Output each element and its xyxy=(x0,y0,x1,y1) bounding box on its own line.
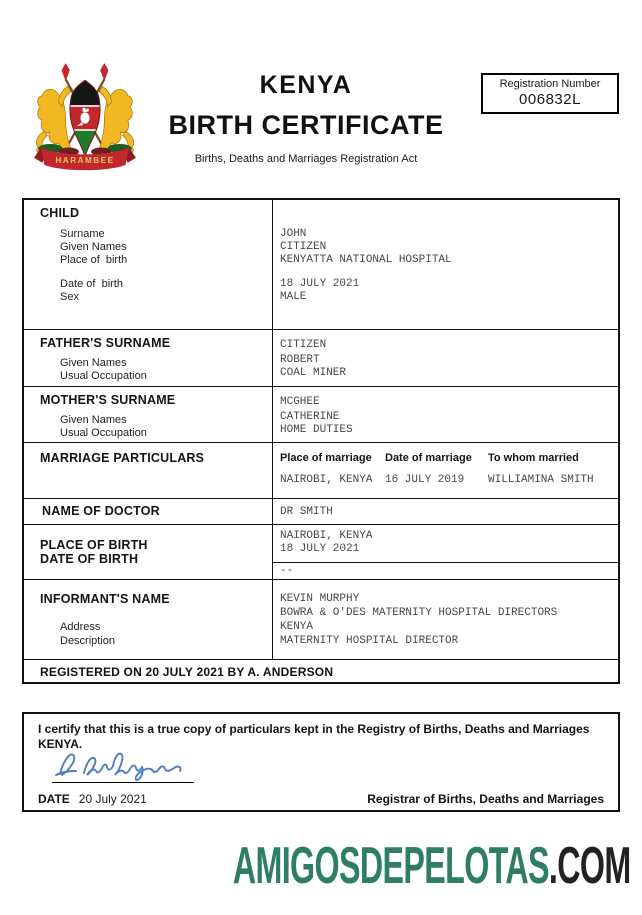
father-values-cell xyxy=(273,330,618,386)
harambee-motto: HARAMBEE xyxy=(55,155,115,165)
marriage-labels-cell xyxy=(24,443,273,498)
date-value: 20 July 2021 xyxy=(78,792,147,806)
father-labels-cell xyxy=(24,330,273,386)
birth-extra-value: -- xyxy=(280,565,294,577)
date-of-marriage-value: 16 JULY 2019 xyxy=(385,474,465,486)
informant-values-cell xyxy=(273,580,618,659)
country-title: KENYA xyxy=(259,71,353,99)
informant-address-value: KENYA xyxy=(280,621,314,633)
child-surname-value: JOHN xyxy=(280,228,307,240)
doctor-section-heading: NAME OF DOCTOR xyxy=(42,504,160,518)
doctor-label-cell xyxy=(24,499,273,524)
informant-labels-cell xyxy=(24,580,273,659)
registered-statement: REGISTERED ON 20 JULY 2021 BY A. ANDERSON xyxy=(40,665,334,679)
certification-statement-line1: I certify that this is a true copy of particulars kept in the Registry of Births, Deaths and Marriages xyxy=(38,722,590,736)
child-section-heading: CHILD xyxy=(40,206,80,220)
child-date-of-birth-value: 18 JULY 2021 xyxy=(280,278,360,290)
marriage-values-cell xyxy=(273,443,618,498)
child-date-of-birth-label: Date of birth xyxy=(60,278,123,290)
certification-box xyxy=(22,712,620,812)
doctor-name-value: DR SMITH xyxy=(280,506,333,518)
child-place-of-birth-value: KENYATTA NATIONAL HOSPITAL xyxy=(280,254,452,266)
informant-section-heading: INFORMANT'S NAME xyxy=(40,592,170,606)
informant-name-value: KEVIN MURPHY xyxy=(280,593,360,605)
particulars-table xyxy=(22,198,620,684)
child-labels-cell xyxy=(24,200,273,329)
site-tld: .COM xyxy=(549,837,631,895)
father-given-names-label: Given Names xyxy=(60,357,127,369)
child-surname-label: Surname xyxy=(60,228,105,240)
date-of-marriage-label: Date of marriage xyxy=(385,452,472,464)
mother-surname-value: MCGHEE xyxy=(280,396,320,408)
place-of-marriage-label: Place of marriage xyxy=(280,452,372,464)
signature-line xyxy=(52,782,194,783)
father-surname-value: CITIZEN xyxy=(280,339,327,351)
father-section-row xyxy=(24,329,618,386)
birth-place-date-labels-cell xyxy=(24,525,273,579)
title-block xyxy=(148,72,464,165)
father-occupation-label: Usual Occupation xyxy=(60,370,147,382)
father-section-heading: FATHER'S SURNAME xyxy=(40,336,171,350)
informant-address-label: Address xyxy=(60,621,101,633)
site-watermark xyxy=(233,837,631,895)
registration-number-label: Registration Number xyxy=(499,78,601,90)
doctor-section-row xyxy=(24,498,618,524)
informant-organisation-value: BOWRA & O'DES MATERNITY HOSPITAL DIRECTORS xyxy=(280,607,558,619)
child-given-names-value: CITIZEN xyxy=(280,241,327,253)
mother-given-names-label: Given Names xyxy=(60,414,127,426)
mother-section-heading: MOTHER'S SURNAME xyxy=(40,393,176,407)
birth-place-date-row xyxy=(24,524,618,579)
mother-labels-cell xyxy=(24,387,273,442)
registrar-signature xyxy=(54,747,214,785)
marriage-section-row xyxy=(24,442,618,498)
to-whom-married-value: WILLIAMINA SMITH xyxy=(488,474,594,486)
mother-section-row xyxy=(24,386,618,442)
child-place-of-birth-label: Place of birth xyxy=(60,254,128,266)
date-of-birth-heading: DATE OF BIRTH xyxy=(40,552,139,566)
birth-place-value: NAIROBI, KENYA xyxy=(280,530,373,542)
child-sex-label: Sex xyxy=(60,291,79,303)
registration-number-value: 006832L xyxy=(519,91,581,108)
informant-description-value: MATERNITY HOSPITAL DIRECTOR xyxy=(280,635,459,647)
registrar-title: Registrar of Births, Deaths and Marriages xyxy=(367,792,604,806)
certificate-title: BIRTH CERTIFICATE xyxy=(168,110,444,140)
father-given-names-value: ROBERT xyxy=(280,354,320,366)
doctor-value-cell xyxy=(273,499,618,524)
registered-row xyxy=(24,659,618,682)
child-given-names-label: Given Names xyxy=(60,241,127,253)
kenya-coat-of-arms xyxy=(28,62,142,174)
marriage-section-heading: MARRIAGE PARTICULARS xyxy=(40,451,205,465)
birth-place-date-values-cell xyxy=(273,525,618,579)
certification-date xyxy=(38,790,147,808)
birth-date-value: 18 JULY 2021 xyxy=(280,543,360,555)
act-subtitle: Births, Deaths and Marriages Registration Act xyxy=(194,153,418,165)
mother-values-cell xyxy=(273,387,618,442)
registration-number-box xyxy=(481,73,619,114)
child-section-row xyxy=(24,200,618,329)
informant-section-row xyxy=(24,579,618,659)
to-whom-married-label: To whom married xyxy=(488,452,579,464)
child-sex-value: MALE xyxy=(280,291,307,303)
site-name: AMIGOSDEPELOTAS xyxy=(233,837,550,895)
place-of-birth-heading: PLACE OF BIRTH xyxy=(40,538,148,552)
certification-statement-line2: KENYA. xyxy=(38,737,83,751)
father-occupation-value: COAL MINER xyxy=(280,367,347,379)
mother-given-names-value: CATHERINE xyxy=(280,411,340,423)
mother-occupation-label: Usual Occupation xyxy=(60,427,147,439)
informant-description-label: Description xyxy=(60,635,116,647)
place-of-marriage-value: NAIROBI, KENYA xyxy=(280,474,373,486)
mother-occupation-value: HOME DUTIES xyxy=(280,424,353,436)
date-label: DATE xyxy=(38,792,70,806)
child-values-cell xyxy=(273,200,618,329)
